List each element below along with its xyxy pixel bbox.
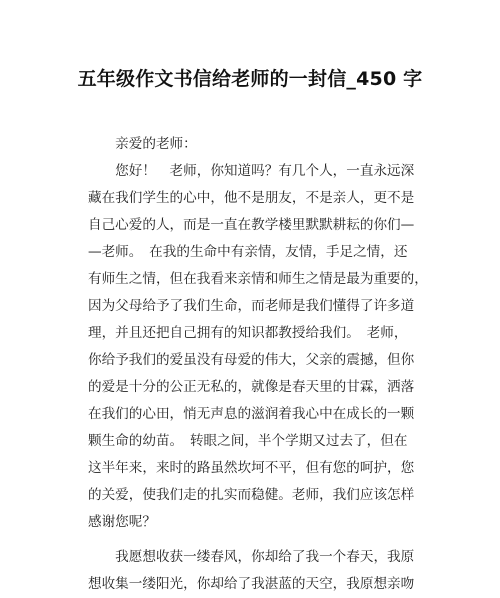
paragraph-line: 在我们的心田，悄无声息的滋润着我心中在成长的一颗 [88, 406, 415, 422]
paragraph-line: 我愿想收获一缕春风，你却给了我一个春天，我原 [88, 549, 415, 565]
paragraph-line: —老师。 在我的生命中有亲情，友情，手足之情，还 [88, 244, 408, 260]
paragraph-line: 你给予我们的爱虽没有母爱的伟大，父亲的震撼，但你 [88, 352, 415, 368]
paragraph-line: 理，并且还把自己拥有的知识都教授给我们。 老师， [88, 325, 408, 341]
paragraph-line: 自己心爱的人，而是一直在教学楼里默默耕耘的你们— [88, 217, 415, 233]
paragraph-line: 的关爱，使我们走的扎实而稳健。老师，我们应该怎样 [88, 487, 415, 503]
paragraph-line: 有师生之情，但在我看来亲情和师生之情是最为重要的， [88, 271, 428, 287]
paragraph-line: 想收集一缕阳光，你却给了我湛蓝的天空，我原想亲吻 [88, 576, 415, 592]
letter-body [88, 130, 428, 598]
paragraph-line: 感谢您呢？ [88, 514, 156, 530]
paragraph-line: 藏在我们学生的心中，他不是朋友，不是亲人，更不是 [88, 190, 415, 206]
paragraph-line: 您好！ 老师，你知道吗？有几个人，一直永远深 [88, 163, 415, 179]
paragraph-line: 的爱是十分的公正无私的，就像是春天里的甘霖，洒落 [88, 379, 415, 395]
paragraph-line: 颗生命的幼苗。 转眼之间，半个学期又过去了，但在 [88, 433, 408, 449]
document-title: 五年级作文书信给老师的一封信_450 字 [77, 68, 423, 90]
paragraph-line: 因为父母给予了我们生命，而老师是我们懂得了许多道 [88, 298, 415, 314]
paragraph-line: 这半年来，来时的路虽然坎坷不平，但有您的呵护，您 [88, 460, 415, 476]
salutation-line: 亲爱的老师： [88, 136, 197, 152]
